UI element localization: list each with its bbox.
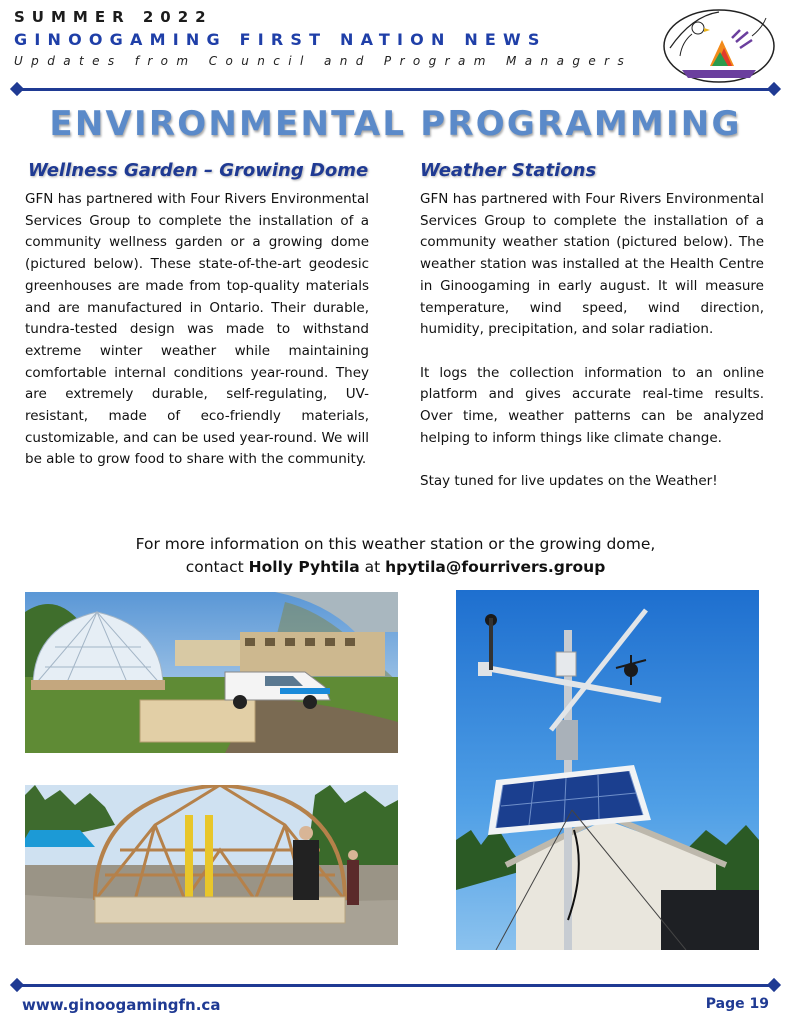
weather-station-paragraph-2: It logs the collection information to an online platform and gives accurate real-time results. Over time, weather patterns can be analyzed helping to inform things like climate change.	[420, 364, 764, 446]
weather-station-paragraph-3: Stay tuned for live updates on the Weather!	[420, 473, 718, 490]
weather-station-photo	[456, 590, 759, 950]
page-title: ENVIRONMENTAL PROGRAMMING	[49, 104, 742, 144]
website-link[interactable]: www.ginoogamingfn.ca	[22, 996, 221, 1014]
wellness-garden-paragraph: GFN has partnered with Four Rivers Environmental Services Group to complete the installation of a community wellness garden or a growing dome (pictured below). These state-of-the-art geodesic greenhouses are made from top-quality materials and are manufactured in Ontario. Their durable, tundra-tested design was made to withstand extreme winter weather while maintaining comfortable internal conditions year-round. They are extremely durable, self-regulating, UV-resistant, made of eco-friendly materials, customizable, and can be used year-round. We will be able to grow food to share with the community.	[25, 191, 369, 468]
wellness-garden-column	[25, 189, 369, 471]
first-nation-logo	[662, 8, 776, 84]
growing-dome-photo	[25, 592, 398, 753]
dome-construction-photo	[25, 785, 398, 945]
newsletter-season: SUMMER 2022	[14, 8, 213, 26]
contact-info	[0, 533, 791, 579]
page-number: Page 19	[705, 996, 769, 1012]
weather-stations-column	[420, 189, 764, 493]
newsletter-name: GINOOGAMING FIRST NATION NEWS	[14, 30, 547, 49]
contact-line-2	[0, 556, 791, 579]
contact-email[interactable]: hpytila@fourrivers.group	[385, 558, 606, 576]
weather-stations-heading: Weather Stations	[420, 160, 597, 181]
wellness-garden-heading: Wellness Garden – Growing Dome	[28, 160, 369, 181]
bottom-divider	[10, 979, 781, 993]
contact-at: at	[364, 558, 381, 576]
contact-prefix: contact	[185, 558, 244, 576]
contact-name: Holly Pyhtila	[248, 558, 360, 576]
top-divider	[10, 83, 781, 97]
newsletter-tagline: Updates from Council and Program Managers	[14, 54, 633, 68]
contact-line-1: For more information on this weather station or the growing dome,	[135, 535, 656, 553]
weather-station-paragraph-1: GFN has partnered with Four Rivers Environmental Services Group to complete the installation of a community weather station (pictured below). The weather station was installed at the Health Centre in Ginoogaming in early august. It will measure temperature, wind speed, wind direction, humidity, precipitation, and solar radiation.	[420, 191, 764, 338]
